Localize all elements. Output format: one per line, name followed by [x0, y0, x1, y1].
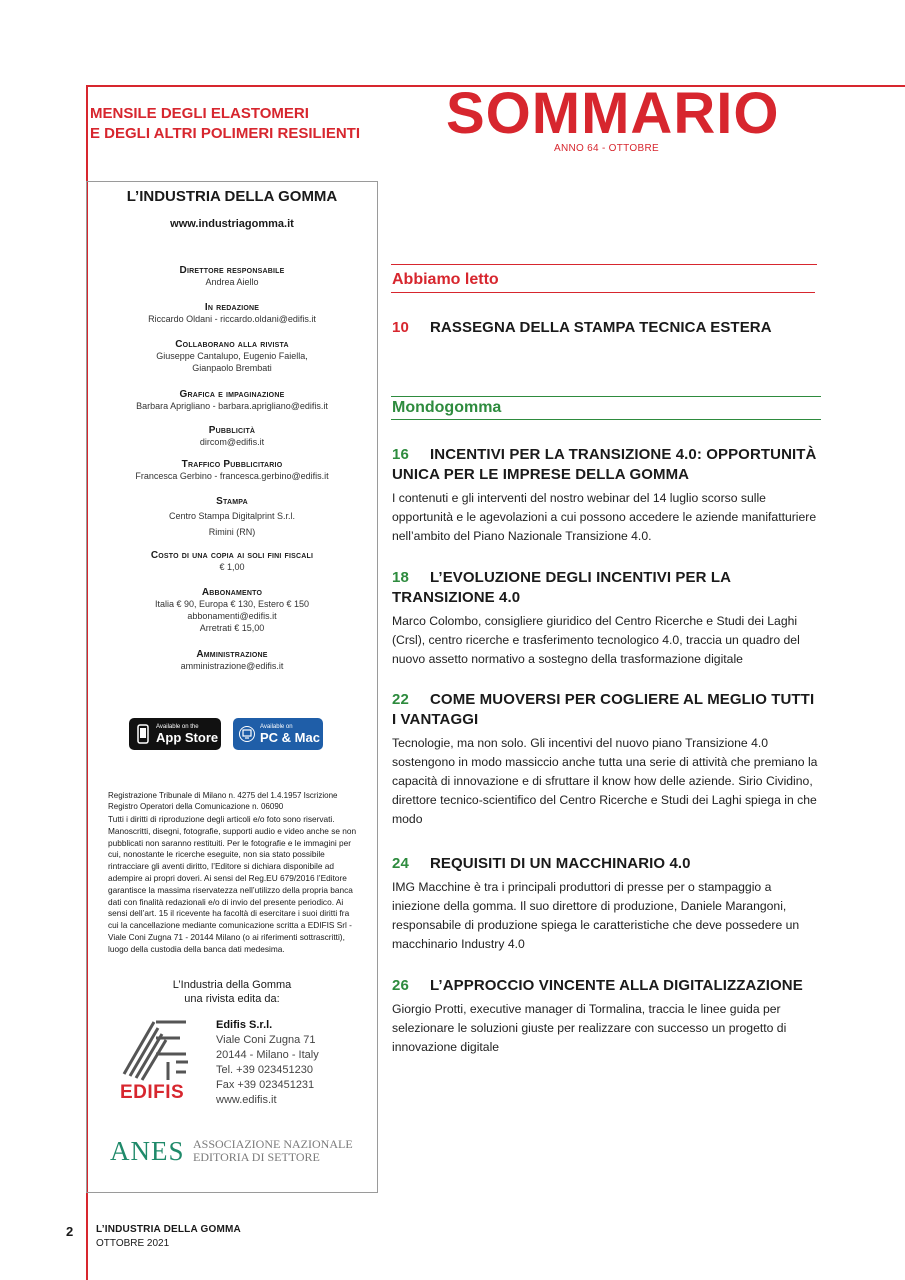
- credit-printing: [86, 496, 378, 538]
- credit-subscription: [86, 587, 378, 634]
- toc-entry-description: Giorgio Protti, executive manager di Tormalina, traccia le linee guida per selezionare le soluzioni giuste per realizzare con successo un progetto di innovazione digitale: [392, 1002, 787, 1054]
- toc-entry-description: IMG Macchine è tra i principali produttori di presse per o stampaggio a iniezione della gomma. Il suo direttore di produzione, Daniele Marangoni, responsabile di produzione spiega le caratteristiche che deve possedere un macchinario Industry 4.0: [392, 880, 800, 951]
- toc-entry-description: Tecnologie, ma non solo. Gli incentivi del nuovo piano Transizione 4.0 sostengono in modo massiccio anche tutta una serie di attività che premiano la capacità di innovazione e di sfruttare il know how delle aziende. Sirio Cividino, direttore tecnico-scientifico del Centro Ricerche e Studi dei Laghi spiega in che modo: [392, 736, 818, 826]
- section-rule-bottom: [391, 419, 821, 420]
- pc-mac-label: PC & Mac: [260, 729, 320, 745]
- toc-entry-title: L’APPROCCIO VINCENTE ALLA DIGITALIZZAZIONE: [430, 977, 803, 994]
- phone-icon: [135, 724, 151, 744]
- publisher-fax: Fax +39 023451231: [216, 1079, 315, 1091]
- credit-value: Francesca Gerbino - francesca.gerbino@edifis.it: [135, 471, 329, 481]
- credit-role: Pubblicità: [208, 425, 256, 436]
- anes-full-line-1: ASSOCIAZIONE NAZIONALE: [193, 1137, 353, 1151]
- credit-value: Giuseppe Cantalupo, Eugenio Faiella,: [156, 351, 308, 361]
- toc-entry-title: L’EVOLUZIONE DEGLI INCENTIVI PER LA TRANSIZIONE 4.0: [392, 569, 731, 606]
- credit-role: Direttore responsabile: [179, 265, 285, 276]
- toc-entry-description: Marco Colombo, consigliere giuridico del Centro Ricerche e Studi dei Laghi (Crsl), centro ricerche e trasferimento tecnologico 4.0, traccia un quadro del nuovo assetto normativo a sostegno della trasformazione digitale: [392, 614, 800, 666]
- page-number: 2: [66, 1224, 74, 1239]
- credit-value: Riccardo Oldani - riccardo.oldani@edifis.it: [148, 314, 316, 324]
- credit-ad-traffic: [86, 459, 378, 482]
- subtitle-line-1: MENSILE DEGLI ELASTOMERI: [90, 105, 309, 122]
- pc-mac-small-text: Available on: [260, 723, 293, 730]
- credit-value: abbonamenti@edifis.it: [187, 611, 277, 621]
- credit-value: amministrazione@edifis.it: [180, 661, 284, 671]
- toc-page-number: 26: [392, 977, 409, 994]
- credit-copy-cost: [86, 550, 378, 573]
- registration-note: Registrazione Tribunale di Milano n. 4275 del 1.4.1957 Iscrizione Registro Operatori della Comunicazione n. 06090: [108, 791, 338, 811]
- publisher-tel: Tel. +39 023451230: [216, 1064, 313, 1076]
- legal-notice: Tutti i diritti di riproduzione degli articoli e/o foto sono riservati. Manoscritti, disegni, fotografie, supporti audio e video anche se non pubblicati non saranno restituiti. Per le fotografie e le immagini per cui, nonostante le ricerche eseguite, non sia stato possibile rintracciare gli aventi diritto, l’Editore si dichiara disponibile ad adempire ai propri doveri. Ai sensi del Reg.EU 679/2016 l’Editore garantisce la massima riservatezza nell’utilizzo della propria banca dati con finalità redazionali e/o di invio del presente periodico. Ai sensi dell’art. 15 il ricevente ha facoltà di esercitare i suoi diritti fra cui la cancellazione mediante comunicazione scritta a EDIFIS Srl - Viale Coni Zugna 71 - 20144 Milano (o ai riferimenti sottrascritti), luogo della custodia della banca dati medesima.: [108, 814, 357, 954]
- subtitle-line-2: E DEGLI ALTRI POLIMERI RESILIENTI: [90, 125, 361, 142]
- credit-value: Arretrati € 15,00: [199, 623, 265, 633]
- toc-entry-title: RASSEGNA DELLA STAMPA TECNICA ESTERA: [430, 319, 772, 336]
- publisher-web[interactable]: www.edifis.it: [216, 1094, 277, 1106]
- section-rule-top: [391, 396, 821, 397]
- publisher-intro-line-1: L’Industria della Gomma: [172, 979, 292, 991]
- credit-administration: [86, 649, 378, 672]
- toc-entry[interactable]: [392, 976, 822, 1057]
- publisher-intro-line-2: una rivista edita da:: [184, 993, 280, 1005]
- page-title: SOMMARIO: [446, 81, 780, 146]
- credit-value: Rimini (RN): [208, 527, 256, 537]
- anes-logo: ANES: [110, 1136, 185, 1166]
- publisher-info: [216, 1018, 319, 1108]
- toc-entry-title: INCENTIVI PER LA TRANSIZIONE 4.0: OPPORTUNITÀ UNICA PER LE IMPRESE DELLA GOMMA: [392, 446, 817, 483]
- credit-role: Grafica e impaginazione: [179, 389, 285, 400]
- app-store-label: App Store: [156, 729, 219, 745]
- toc-entry-description: I contenuti e gli interventi del nostro webinar del 14 luglio scorso sulle opportunità e le agevolazioni a cui possono accedere le aziende manifatturiere nell’ambito del Piano Nazionale Transizione 4.0.: [392, 491, 817, 543]
- toc-page-number: 24: [392, 855, 409, 872]
- edifis-logo-text: EDIFIS: [120, 1082, 185, 1103]
- masthead-url[interactable]: www.industriagomma.it: [170, 218, 294, 230]
- pc-mac-badge[interactable]: [233, 718, 323, 750]
- credit-value: Italia € 90, Europa € 130, Estero € 150: [154, 599, 310, 609]
- credit-role: Stampa: [216, 496, 248, 507]
- credit-role: Traffico Pubblicitario: [181, 459, 283, 470]
- toc-entry[interactable]: [392, 445, 822, 546]
- app-store-badge[interactable]: [129, 718, 221, 750]
- toc-entry[interactable]: [392, 318, 822, 338]
- app-store-small-text: Available on the: [156, 723, 199, 730]
- magazine-subtitle: [90, 104, 410, 144]
- credit-value: € 1,00: [219, 562, 245, 572]
- publisher-name: Edifis S.r.l.: [216, 1019, 273, 1031]
- credit-value: Andrea Aiello: [205, 277, 259, 287]
- toc-entry[interactable]: [392, 690, 822, 829]
- credit-contributors: [86, 339, 378, 374]
- publisher-intro: [86, 978, 378, 1006]
- toc-page-number: 16: [392, 446, 409, 463]
- section-rule-top: [391, 264, 817, 265]
- credit-value: Barbara Aprigliano - barbara.aprigliano@edifis.it: [136, 401, 328, 411]
- credit-graphics: [86, 389, 378, 412]
- toc-entry-title: REQUISITI DI UN MACCHINARIO 4.0: [430, 855, 691, 872]
- monitor-icon: [239, 724, 255, 744]
- publisher-address-2: 20144 - Milano - Italy: [216, 1049, 319, 1061]
- credit-role: Abbonamento: [201, 587, 263, 598]
- credit-value: Centro Stampa Digitalprint S.r.l.: [168, 511, 296, 521]
- anes-full-name: [193, 1138, 353, 1164]
- anes-full-line-2: EDITORIA DI SETTORE: [193, 1150, 320, 1164]
- masthead-title: L’INDUSTRIA DELLA GOMMA: [126, 188, 338, 205]
- footer-magazine: L’INDUSTRIA DELLA GOMMA: [96, 1224, 241, 1235]
- issue-label: ANNO 64 - OTTOBRE: [554, 143, 659, 154]
- publisher-address-1: Viale Coni Zugna 71: [216, 1034, 316, 1046]
- section-rule-bottom: [391, 292, 815, 293]
- credit-role: Costo di una copia ai soli fini fiscali: [150, 550, 314, 561]
- section-title-abbiamo-letto: Abbiamo letto: [392, 271, 499, 288]
- credit-role: In redazione: [204, 302, 260, 313]
- toc-page-number: 10: [392, 319, 409, 336]
- footer-date: OTTOBRE 2021: [96, 1238, 170, 1249]
- credit-director: [86, 265, 378, 288]
- toc-entry[interactable]: [392, 568, 822, 669]
- credit-value: dircom@edifis.it: [199, 437, 265, 447]
- credit-advertising: [86, 425, 378, 448]
- credit-value: Gianpaolo Brembati: [192, 363, 272, 373]
- toc-entry[interactable]: [392, 854, 822, 954]
- section-title-mondogomma: Mondogomma: [392, 399, 502, 416]
- toc-page-number: 18: [392, 569, 409, 586]
- credit-role: Collaborano alla rivista: [175, 339, 289, 350]
- credit-editorial: [86, 302, 378, 325]
- credit-role: Amministrazione: [196, 649, 268, 660]
- toc-page-number: 22: [392, 691, 409, 708]
- toc-entry-title: COME MUOVERSI PER COGLIERE AL MEGLIO TUTTI I VANTAGGI: [392, 691, 815, 728]
